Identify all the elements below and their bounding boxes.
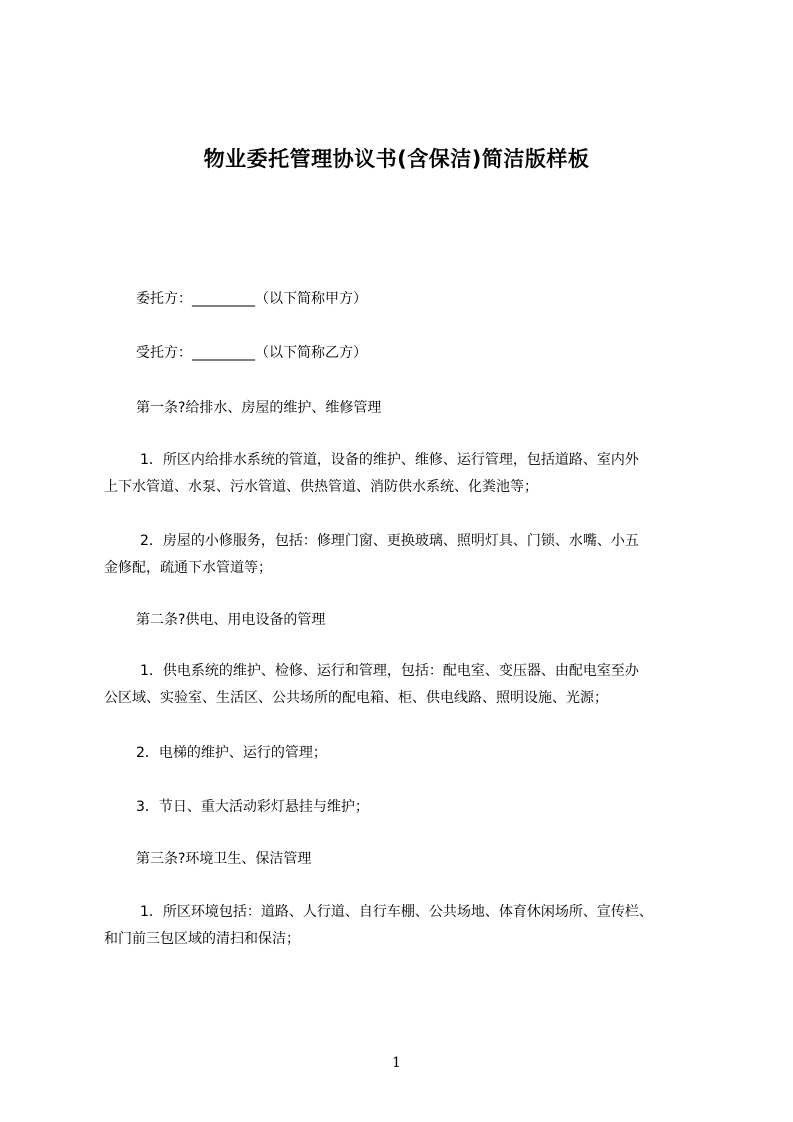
- paragraph-line: 第二条?供电、用电设备的管理: [136, 612, 326, 628]
- paragraph-trustee: [104, 340, 694, 367]
- paragraph-line: 1．所区环境包括：道路、人行道、自行车棚、公共场地、体育休闲场所、宣传栏、: [140, 904, 653, 920]
- paragraph-line: 公区域、实验室、生活区、公共场所的配电箱、柜、供电线路、照明设施、光源；: [104, 690, 608, 706]
- paragraph-line: 2．电梯的维护、运行的管理；: [136, 745, 327, 761]
- article-1-item-2: [104, 528, 694, 582]
- paragraph-line: 受托方：_________（以下简称乙方）: [136, 345, 367, 361]
- article-3-item-1: [104, 899, 694, 953]
- paragraph-line: 第三条?环境卫生、保洁管理: [136, 851, 312, 867]
- paragraph-line: 第一条?给排水、房屋的维护、维修管理: [136, 400, 382, 416]
- article-2-item-3: [104, 794, 694, 821]
- document-title: 物业委托管理协议书(含保洁)简洁版样板: [203, 147, 590, 171]
- paragraph-delegator: [104, 286, 694, 313]
- article-1-heading: [104, 395, 694, 422]
- article-3-heading: [104, 846, 694, 873]
- article-2-item-2: [104, 740, 694, 767]
- article-1-item-1: [104, 447, 694, 501]
- paragraph-line: 1．所区内给排水系统的管道，设备的维护、维修、运行管理，包括道路、室内外: [140, 452, 639, 468]
- paragraph-line: 上下水管道、水泵、污水管道、供热管道、消防供水系统、化粪池等；: [104, 479, 538, 495]
- page-number: 1: [392, 1055, 401, 1071]
- paragraph-line: 金修配，疏通下水管道等；: [104, 560, 272, 576]
- paragraph-line: 2．房屋的小修服务，包括：修理门窗、更换玻璃、照明灯具、门锁、水嘴、小五: [140, 533, 639, 549]
- paragraph-line: 3．节日、重大活动彩灯悬挂与维护；: [136, 799, 369, 815]
- article-2-heading: [104, 607, 694, 634]
- paragraph-line: 1．供电系统的维护、检修、运行和管理，包括：配电室、变压器、由配电室至办: [140, 663, 639, 679]
- paragraph-line: 和门前三包区域的清扫和保洁；: [104, 931, 300, 947]
- article-2-item-1: [104, 658, 694, 712]
- paragraph-line: 委托方：_________（以下简称甲方）: [136, 291, 367, 307]
